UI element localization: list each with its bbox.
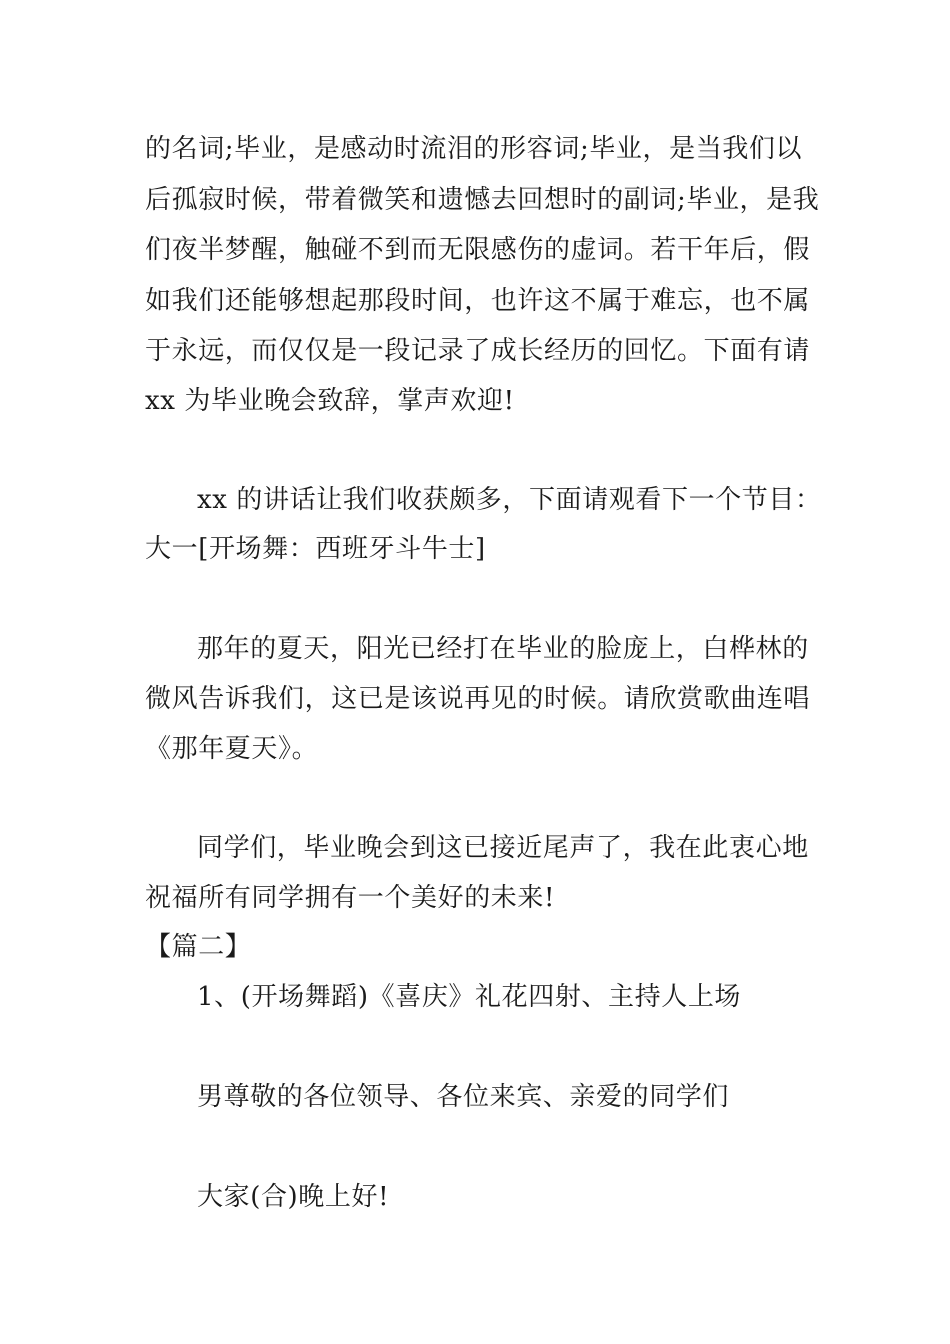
text-line: 《那年夏天》。	[145, 734, 319, 764]
program-item: 1、(开场舞蹈)《喜庆》礼花四射、主持人上场	[197, 982, 742, 1012]
text-line: 那年的夏天，阳光已经打在毕业的脸庞上，白桦林的	[197, 634, 809, 664]
text-line: 如我们还能够想起那段时间，也许这不属于难忘，也不属	[145, 286, 811, 316]
section-heading: 【篇二】	[145, 932, 252, 962]
text-line: xx 为毕业晚会致辞，掌声欢迎!	[145, 386, 515, 416]
text-line: xx 的讲话让我们收获颇多，下面请观看下一个节目：	[197, 485, 822, 515]
text-line: 于永远，而仅仅是一段记录了成长经历的回忆。下面有请	[145, 336, 811, 366]
text-line: 们夜半梦醒，触碰不到而无限感伤的虚词。若干年后，假	[145, 235, 811, 265]
text-line: 祝福所有同学拥有一个美好的未来!	[145, 883, 556, 913]
text-line: 后孤寂时候，带着微笑和遗憾去回想时的副词;毕业，是我	[145, 185, 820, 215]
text-line: 大一[开场舞：西班牙斗牛士]	[145, 534, 486, 564]
host-line: 男尊敬的各位领导、各位来宾、亲爱的同学们	[197, 1082, 730, 1112]
text-line: 的名词;毕业，是感动时流泪的形容词;毕业，是当我们以	[145, 134, 803, 164]
text-line: 微风告诉我们，这已是该说再见的时候。请欣赏歌曲连唱	[145, 684, 811, 714]
host-line: 大家(合)晚上好!	[197, 1182, 390, 1212]
text-line: 同学们，毕业晚会到这已接近尾声了，我在此衷心地	[197, 833, 809, 863]
